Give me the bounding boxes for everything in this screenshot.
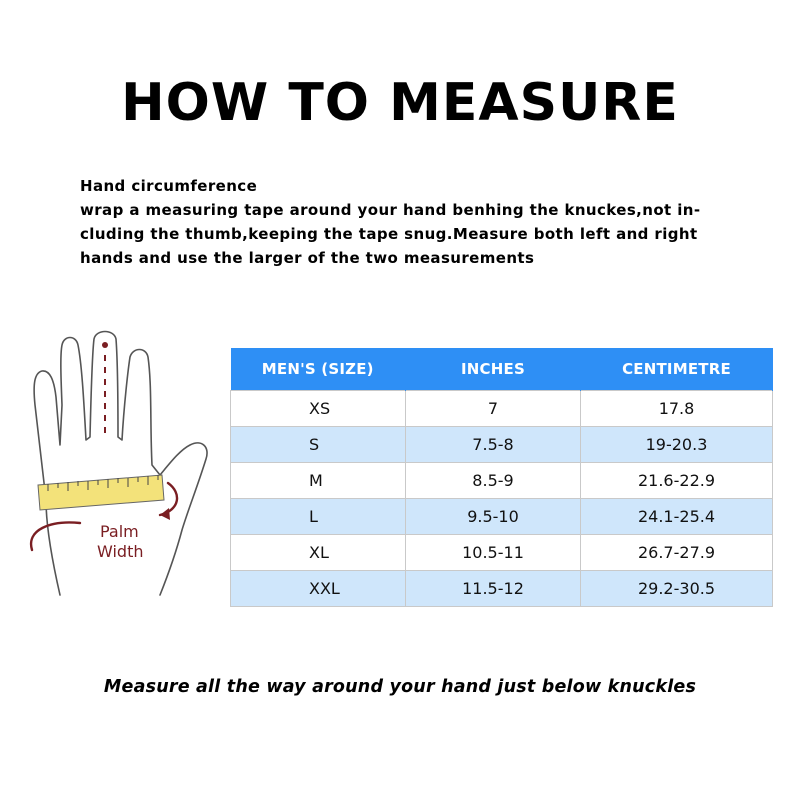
size-cell: M	[231, 463, 406, 499]
measuring-tape	[38, 475, 164, 510]
inches-cell: 7.5-8	[406, 427, 581, 463]
centimetre-cell: 26.7-27.9	[581, 535, 773, 571]
table-row	[231, 463, 773, 499]
table-row	[231, 535, 773, 571]
size-cell: L	[231, 499, 406, 535]
table-header-row	[231, 348, 773, 391]
width-label: Width	[97, 542, 144, 561]
table-row	[231, 391, 773, 427]
header-mens-size: MEN'S (SIZE)	[231, 348, 406, 391]
arrow-head-icon	[160, 508, 170, 520]
table-row	[231, 499, 773, 535]
centimetre-cell: 19-20.3	[581, 427, 773, 463]
table-row	[231, 427, 773, 463]
instructions-heading: Hand circumference	[80, 177, 258, 195]
hand-measurement-diagram	[20, 325, 225, 605]
centimetre-cell: 17.8	[581, 391, 773, 427]
table-row	[231, 571, 773, 607]
palm-label: Palm	[100, 522, 139, 541]
size-cell: XL	[231, 535, 406, 571]
inches-cell: 8.5-9	[406, 463, 581, 499]
page-title: HOW TO MEASURE	[121, 73, 679, 133]
inches-cell: 9.5-10	[406, 499, 581, 535]
size-cell: S	[231, 427, 406, 463]
instructions-line: cluding the thumb,keeping the tape snug.Measure both left and right	[80, 225, 698, 243]
instructions-line: wrap a measuring tape around your hand benhing the knuckes,not in-	[80, 201, 701, 219]
size-cell: XXL	[231, 571, 406, 607]
inches-cell: 7	[406, 391, 581, 427]
size-cell: XS	[231, 391, 406, 427]
header-centimetre: CENTIMETRE	[581, 348, 773, 391]
instructions-line: hands and use the larger of the two measurements	[80, 249, 535, 267]
centimetre-cell: 29.2-30.5	[581, 571, 773, 607]
finger-guide-dot	[102, 342, 108, 348]
size-chart-table	[230, 348, 773, 607]
header-inches: INCHES	[406, 348, 581, 391]
centimetre-cell: 24.1-25.4	[581, 499, 773, 535]
inches-cell: 10.5-11	[406, 535, 581, 571]
footer-note: Measure all the way around your hand just below knuckles	[103, 677, 697, 697]
centimetre-cell: 21.6-22.9	[581, 463, 773, 499]
inches-cell: 11.5-12	[406, 571, 581, 607]
measuring-instructions	[80, 174, 730, 270]
